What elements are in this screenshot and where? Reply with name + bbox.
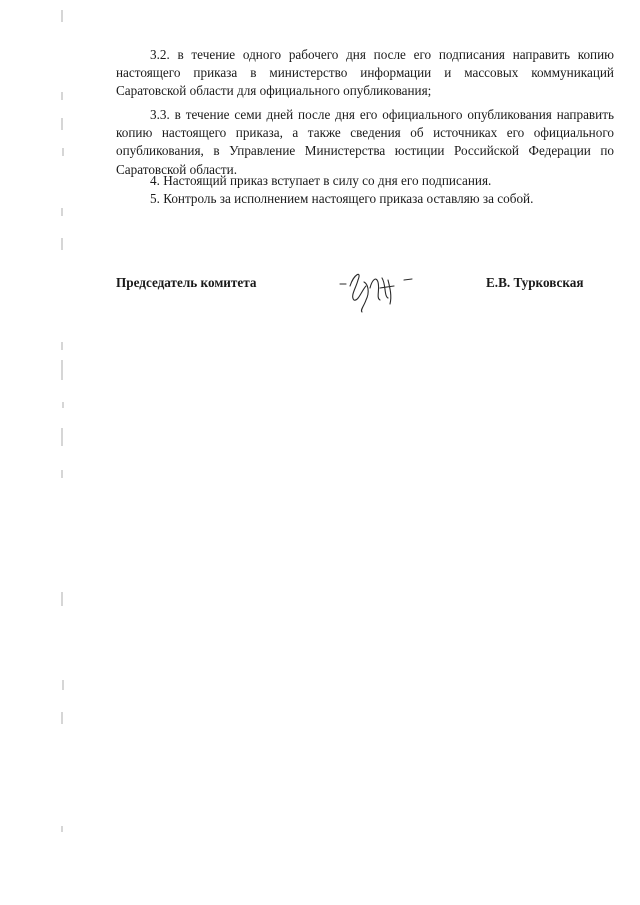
handwritten-signature-icon xyxy=(336,266,422,314)
paragraph-3-3: 3.3. в течение семи дней после дня его официального опубликования направить копию настоящего приказа, а также сведения об источниках его официального опубликования, в Управление Министерства юстиции Российской Федерации по Саратовской области. xyxy=(116,107,614,177)
paragraph-3-2: 3.2. в течение одного рабочего дня после его подписания направить копию настоящего приказа в министерство информации и массовых коммуникаций Саратовской области для официального опубликования; xyxy=(116,47,614,99)
paragraph-5: 5. Контроль за исполнением настоящего приказа оставляю за собой. xyxy=(150,191,534,206)
signatory-position: Председатель комитета xyxy=(116,275,257,290)
signatory-name: Е.В. Турковская xyxy=(486,275,584,290)
scan-margin-marks xyxy=(60,0,68,905)
paragraph-4: 4. Настоящий приказ вступает в силу со дня его подписания. xyxy=(150,173,492,188)
